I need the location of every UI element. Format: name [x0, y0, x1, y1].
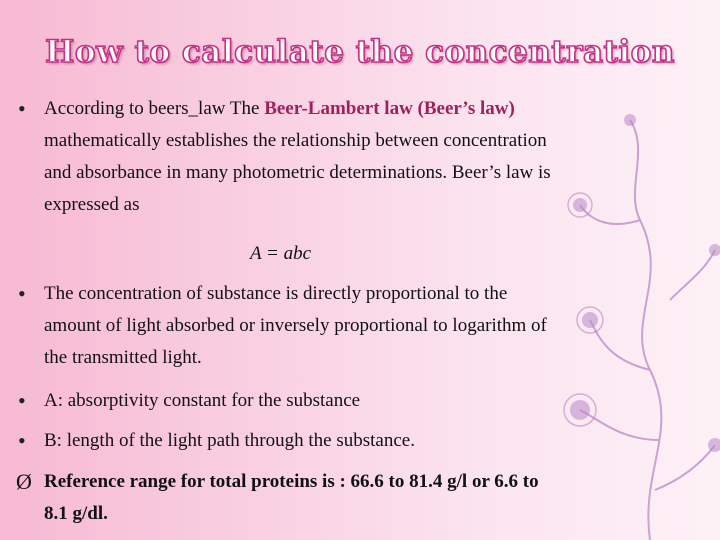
arrow-bullet-icon: Ø [16, 469, 32, 494]
bullet-path-length: B: length of the light path through the substance. [44, 430, 415, 451]
bullet-dot: • [18, 388, 26, 413]
bullet-beer-lambert [44, 93, 564, 221]
bullet-text: According to beers_law The [44, 98, 265, 119]
beer-lambert-highlight: Beer-Lambert law (Beer’s law) [264, 98, 515, 119]
bullet-dot: • [18, 428, 26, 453]
bullet-absorptivity: A: absorptivity constant for the substance [44, 390, 361, 411]
bullet-dot: • [18, 96, 26, 121]
slide-title: How to calculate the concentration [45, 34, 675, 70]
bullet-dot: • [18, 281, 26, 306]
bullet-reference-range: Reference range for total proteins is : 66.6 to 81.4 g/l or 6.6 to 8.1 g/dl. [44, 471, 539, 524]
beer-law-formula: A = abc [250, 243, 312, 264]
bullet-text: mathematically establishes the relationship between concentration and absorbance in many photometric determinations. Beer’s law is expressed as [44, 130, 551, 215]
bullet-proportional: The concentration of substance is directly proportional to the amount of light absorbed or inversely proportional to logarithm of the transmitted light. [44, 283, 547, 368]
